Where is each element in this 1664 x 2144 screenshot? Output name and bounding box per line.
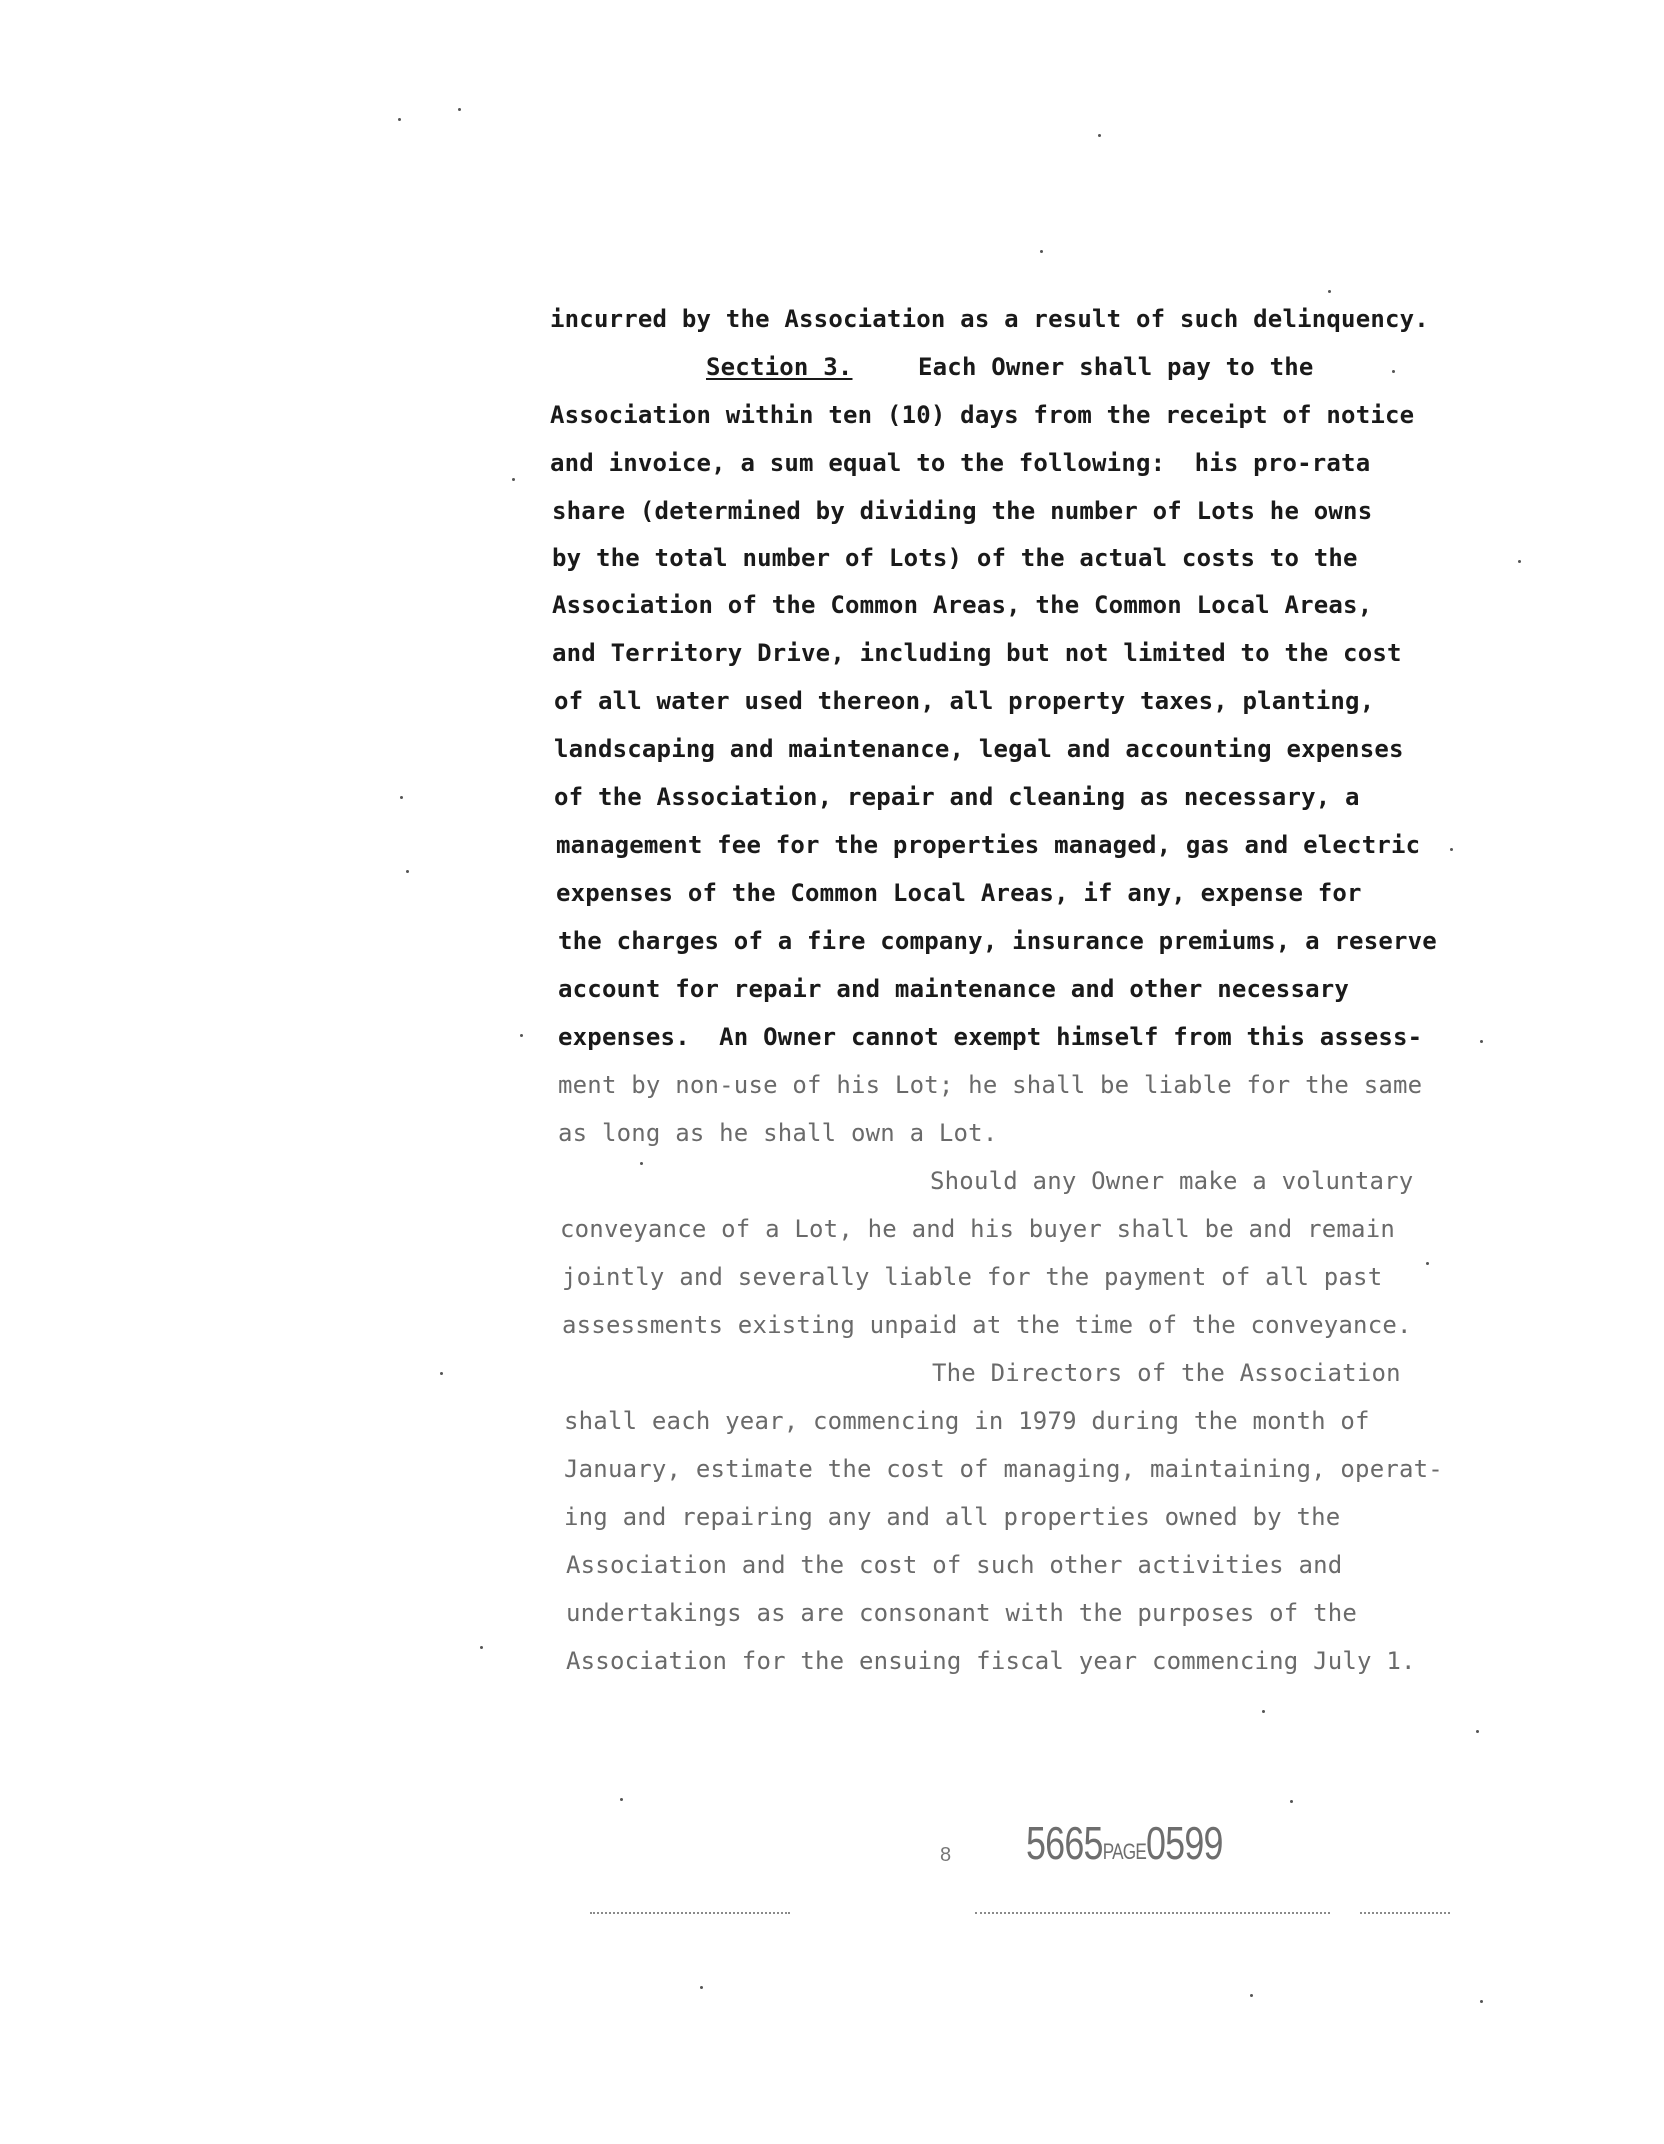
text-line: ment by non-use of his Lot; he shall be liable for the same — [558, 1071, 1423, 1099]
scan-speck — [1328, 290, 1331, 293]
text-line: Association and the cost of such other activities and — [566, 1551, 1343, 1579]
text-line: ing and repairing any and all properties owned by the — [564, 1503, 1341, 1531]
scan-speck — [1250, 1994, 1253, 1997]
book-number: 5665 — [1026, 1817, 1103, 1869]
text-line: conveyance of a Lot, he and his buyer shall be and remain — [560, 1215, 1396, 1243]
scan-speck — [1040, 250, 1043, 253]
scan-speck — [512, 478, 515, 481]
book-page-number: 0599 — [1146, 1817, 1223, 1869]
text-line: and Territory Drive, including but not limited to the cost — [552, 639, 1402, 667]
text-line: of all water used thereon, all property taxes, planting, — [554, 687, 1375, 715]
text-line: Association of the Common Areas, the Common Local Areas, — [552, 591, 1373, 619]
text-line: expenses. An Owner cannot exempt himself from this assess- — [558, 1023, 1423, 1051]
text-line: share (determined by dividing the number of Lots he owns — [552, 497, 1373, 525]
scan-speck — [1290, 1800, 1293, 1803]
text-line: expenses of the Common Local Areas, if any, expense for — [556, 879, 1362, 907]
scan-dotted-rule — [590, 1912, 790, 1914]
scan-speck — [1262, 1710, 1265, 1713]
scan-speck — [1518, 560, 1521, 563]
text-line: assessments existing unpaid at the time of the conveyance. — [562, 1311, 1412, 1339]
text-line: The Directors of the Association — [932, 1359, 1401, 1387]
scan-speck — [1392, 370, 1395, 373]
scan-speck — [1480, 1040, 1483, 1043]
text-line: as long as he shall own a Lot. — [558, 1119, 998, 1147]
page-word: PAGE — [1102, 1839, 1147, 1864]
text-line: incurred by the Association as a result of such delinquency. — [550, 305, 1429, 333]
scan-dotted-rule — [1360, 1912, 1450, 1914]
text-line: the charges of a fire company, insurance premiums, a reserve — [558, 927, 1437, 955]
scan-dotted-rule — [975, 1912, 1330, 1914]
scan-speck — [1476, 1730, 1479, 1733]
scan-speck — [480, 1646, 483, 1649]
scan-speck — [700, 1986, 703, 1989]
scan-speck — [406, 870, 409, 873]
text-line: and invoice, a sum equal to the following: his pro-rata — [550, 449, 1371, 477]
book-page-stamp — [1026, 1816, 1223, 1870]
text-line: January, estimate the cost of managing, maintaining, operat- — [564, 1455, 1443, 1483]
text-line: Association within ten (10) days from the receipt of notice — [550, 401, 1415, 429]
scan-speck — [1480, 2000, 1483, 2003]
scan-speck — [640, 1162, 643, 1165]
scan-speck — [458, 108, 461, 111]
scan-speck — [1450, 848, 1453, 851]
text-line: of the Association, repair and cleaning as necessary, a — [554, 783, 1360, 811]
section-heading: Section 3. — [706, 353, 853, 381]
text-line: landscaping and maintenance, legal and accounting expenses — [554, 735, 1404, 763]
text-line: Association for the ensuing fiscal year commencing July 1. — [566, 1647, 1416, 1675]
text-line: jointly and severally liable for the payment of all past — [562, 1263, 1383, 1291]
scan-speck — [520, 1034, 523, 1037]
text-line: undertakings as are consonant with the purposes of the — [566, 1599, 1358, 1627]
scan-speck — [620, 1798, 623, 1801]
text-line: account for repair and maintenance and other necessary — [558, 975, 1350, 1003]
scan-speck — [1098, 134, 1101, 137]
text-line: Should any Owner make a voluntary — [930, 1167, 1414, 1195]
text-line: by the total number of Lots) of the actual costs to the — [552, 544, 1358, 572]
text-line: shall each year, commencing in 1979 during the month of — [564, 1407, 1370, 1435]
scan-speck — [1426, 1262, 1429, 1265]
text-line: Each Owner shall pay to the — [918, 353, 1314, 381]
text-line: management fee for the properties managed, gas and electric — [556, 831, 1421, 859]
scan-speck — [440, 1372, 443, 1375]
scan-speck — [398, 118, 401, 121]
page-number: 8 — [940, 1844, 952, 1866]
scan-speck — [400, 796, 403, 799]
